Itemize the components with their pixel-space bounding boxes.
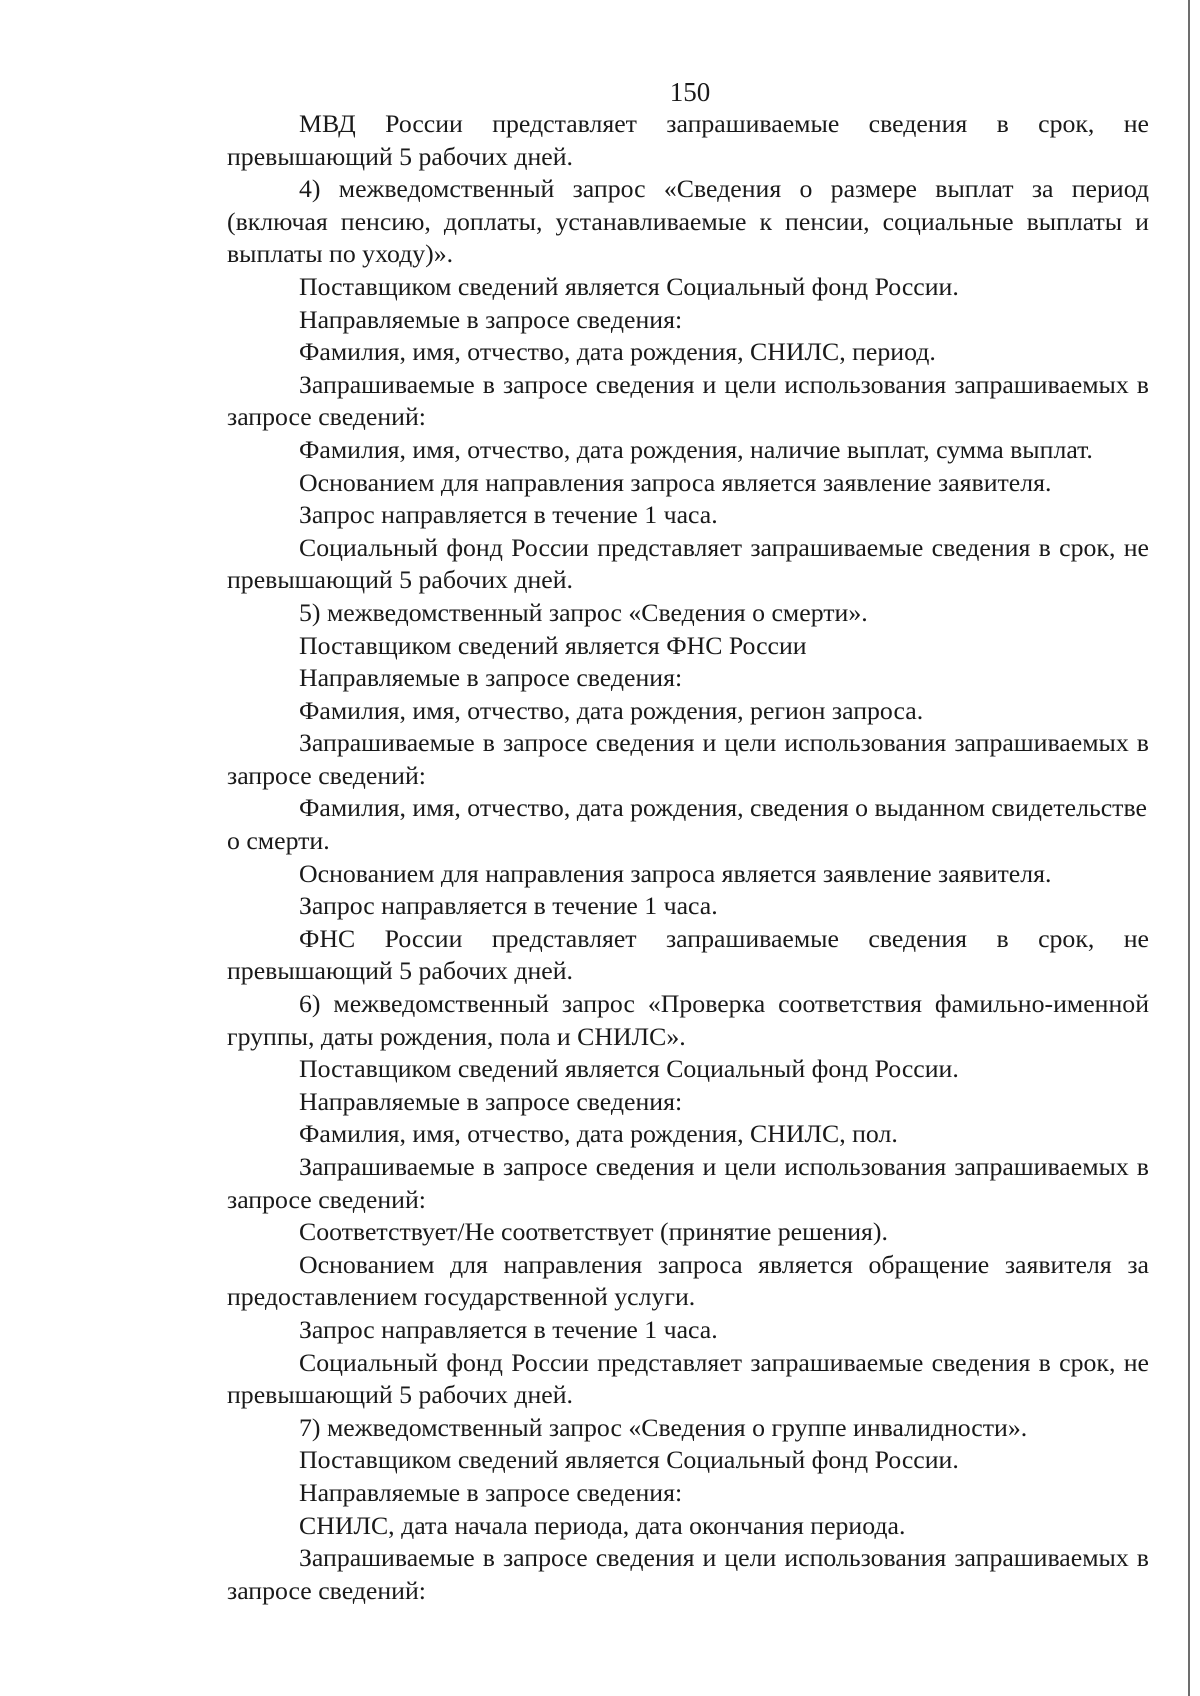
- paragraph: Социальный фонд России представляет запрашиваемые сведения в срок, не превышающий 5 рабочих дней.: [227, 532, 1149, 595]
- paragraph: Запрос направляется в течение 1 часа.: [299, 891, 718, 921]
- paragraph: Запрос направляется в течение 1 часа.: [299, 500, 718, 530]
- paragraph: Направляемые в запросе сведения:: [299, 1086, 683, 1116]
- page-number: 150: [669, 77, 711, 107]
- paragraph: Поставщиком сведений является Социальный фонд России.: [299, 271, 959, 301]
- document-body: [227, 108, 1149, 1607]
- paragraph: Поставщиком сведений является ФНС России: [299, 630, 807, 660]
- paragraph: МВД России представляет запрашиваемые сведения в срок, не превышающий 5 рабочих дней.: [227, 109, 1149, 171]
- paragraph: Фамилия, имя, отчество, дата рождения, сведения о выданном свидетельстве о смерти.: [227, 793, 1147, 856]
- paragraph: Запрашиваемые в запросе сведения и цели использования запрашиваемых в запросе сведений:: [227, 369, 1149, 432]
- paragraph: Запрашиваемые в запросе сведения и цели использования запрашиваемых в запросе сведений:: [227, 1543, 1149, 1605]
- paragraph: Основанием для направления запроса является заявление заявителя.: [299, 467, 1052, 497]
- paragraph: 6) межведомственный запрос «Проверка соответствия фамильно-именной группы, даты рождения, пола и СНИЛС».: [227, 989, 1149, 1051]
- paragraph: Фамилия, имя, отчество, дата рождения, регион запроса.: [299, 695, 924, 725]
- paragraph: 7) межведомственный запрос «Сведения о группе инвалидности».: [299, 1412, 1028, 1442]
- paragraph: Поставщиком сведений является Социальный фонд России.: [299, 1054, 959, 1084]
- paragraph: 5) межведомственный запрос «Сведения о смерти».: [299, 597, 868, 627]
- paragraph: Направляемые в запросе сведения:: [299, 304, 683, 334]
- paragraph: Запрос направляется в течение 1 часа.: [299, 1314, 718, 1344]
- paragraph: Запрашиваемые в запросе сведения и цели использования запрашиваемых в запросе сведений:: [227, 728, 1149, 790]
- paragraph: Соответствует/Не соответствует (принятие решения).: [299, 1217, 888, 1247]
- page-edge-line: [1188, 0, 1190, 1696]
- paragraph: 4) межведомственный запрос «Сведения о размере выплат за период (включая пенсию, доплаты, устанавливаемые к пенсии, социальные выплаты и выплаты по уходу)».: [227, 174, 1149, 269]
- paragraph: Фамилия, имя, отчество, дата рождения, наличие выплат, сумма выплат.: [299, 434, 1093, 464]
- paragraph: СНИЛС, дата начала периода, дата окончания периода.: [299, 1510, 906, 1540]
- paragraph: ФНС России представляет запрашиваемые сведения в срок, не превышающий 5 рабочих дней.: [227, 923, 1149, 986]
- paragraph: Направляемые в запросе сведения:: [299, 663, 683, 693]
- paragraph: Основанием для направления запроса является обращение заявителя за предоставлением государственной услуги.: [227, 1249, 1149, 1312]
- paragraph: Фамилия, имя, отчество, дата рождения, СНИЛС, пол.: [299, 1119, 898, 1149]
- paragraph: Основанием для направления запроса является заявление заявителя.: [299, 858, 1052, 888]
- paragraph: Запрашиваемые в запросе сведения и цели использования запрашиваемых в запросе сведений:: [227, 1152, 1149, 1214]
- paragraph: Направляемые в запросе сведения:: [299, 1477, 683, 1507]
- paragraph: Социальный фонд России представляет запрашиваемые сведения в срок, не превышающий 5 рабочих дней.: [227, 1347, 1149, 1410]
- paragraph: Фамилия, имя, отчество, дата рождения, СНИЛС, период.: [299, 337, 936, 367]
- paragraph: Поставщиком сведений является Социальный фонд России.: [299, 1445, 959, 1475]
